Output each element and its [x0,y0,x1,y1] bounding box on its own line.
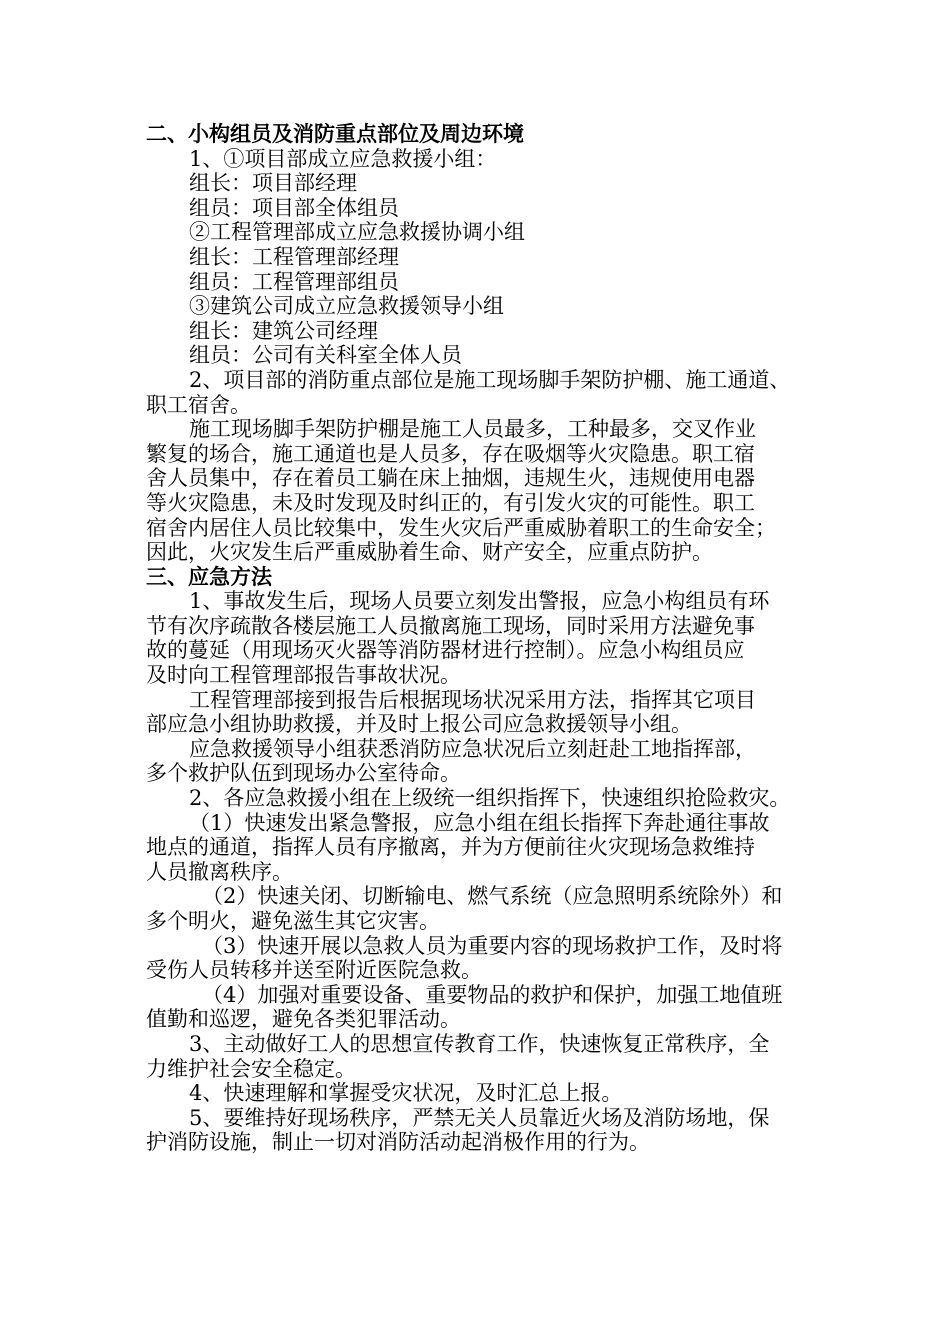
paragraph-line: ②工程管理部成立应急救援协调小组 [189,220,525,245]
section-2-body [146,147,816,565]
paragraph-line: （4）加强对重要设备、重要物品的救护和保护，加强工地值班 [202,982,783,1007]
paragraph-line: 组员：公司有关科室全体人员 [189,343,462,368]
paragraph-line: 值勤和巡逻，避免各类犯罪活动。 [146,1007,461,1032]
paragraph-line: 1、①项目部成立应急救援小组： [189,146,497,171]
paragraph-line: 地点的通道，指挥人员有序撤离，并为方便前往火灾现场急救维持 [146,835,755,860]
paragraph-line: 力维护社会安全稳定。 [146,1056,356,1081]
paragraph-line: 因此，火灾发生后严重威胁着生命、财产安全，应重点防护。 [146,540,713,565]
paragraph-line: 2、各应急救援小组在上级统一组织指挥下，快速组织抢险救灾。 [189,786,791,811]
paragraph-line: 繁复的场合，施工通道也是人员多，存在吸烟等火灾隐患。职工宿 [146,441,755,466]
paragraph-line: （2）快速关闭、切断输电、燃气系统（应急照明系统除外）和 [202,884,783,909]
paragraph-line: 故的蔓延（用现场灭火器等消防器材进行控制）。应急小构组员应 [146,638,745,663]
section-3-heading: 三、应急方法 [146,564,272,589]
paragraph-line: 3、主动做好工人的思想宣传教育工作，快速恢复正常秩序，全 [189,1031,770,1056]
paragraph-line: 职工宿舍。 [146,392,251,417]
paragraph-line: （3）快速开展以急救人员为重要内容的现场救护工作，及时将 [202,933,783,958]
paragraph-line: 施工现场脚手架防护棚是施工人员最多，工种最多，交叉作业 [189,417,756,442]
paragraph-line: 及时向工程管理部报告事故状况。 [146,663,461,688]
paragraph-line: 部应急小组协助救援，并及时上报公司应急救援领导小组。 [146,712,692,737]
paragraph-line: 多个明火，避免滋生其它灾害。 [146,909,440,933]
paragraph-line: 宿舍内居住人员比较集中，发生火灾后严重威胁着职工的生命安全； [146,515,776,540]
paragraph-line: 护消防设施，制止一切对消防活动起消极作用的行为。 [146,1130,650,1155]
paragraph-line: ③建筑公司成立应急救援领导小组 [189,294,504,319]
paragraph-line: 组员：项目部全体组员 [189,195,399,220]
paragraph-line: 4、快速理解和掌握受灾状况，及时汇总上报。 [189,1081,623,1106]
paragraph-line: 组长：工程管理部经理 [189,244,399,269]
paragraph-line: 受伤人员转移并送至附近医院急救。 [146,958,482,983]
paragraph-line: 舍人员集中，存在着员工躺在床上抽烟，违规生火，违规使用电器 [146,466,755,491]
paragraph-line: 应急救援领导小组获悉消防应急状况后立刻赶赴工地指挥部， [189,736,756,761]
paragraph-line: 5、要维持好现场秩序，严禁无关人员靠近火场及消防场地，保 [189,1105,770,1130]
paragraph-line: 工程管理部接到报告后根据现场状况采用方法，指挥其它项目 [189,687,756,712]
paragraph-line: 组长：建筑公司经理 [189,318,378,343]
paragraph-line: 人员撤离秩序。 [146,859,293,884]
paragraph-line: 多个救护队伍到现场办公室待命。 [146,761,461,786]
section-3-body [146,589,816,1155]
paragraph-line: 2、项目部的消防重点部位是施工现场脚手架防护棚、施工通道、 [189,367,791,392]
document-page [146,122,816,1155]
paragraph-line: 等火灾隐患，未及时发现及时纠正的，有引发火灾的可能性。职工 [146,490,755,515]
paragraph-line: 组长：项目部经理 [189,171,357,196]
paragraph-line: 组员：工程管理部组员 [189,269,399,294]
section-2-heading: 二、小构组员及消防重点部位及周边环境 [146,122,524,146]
paragraph-line: 1、事故发生后，现场人员要立刻发出警报，应急小构组员有环 [189,589,770,614]
paragraph-line: （1）快速发出紧急警报，应急小组在组长指挥下奔赴通往事故 [189,810,770,835]
paragraph-line: 节有次序疏散各楼层施工人员撤离施工现场，同时采用方法避免事 [146,613,755,638]
